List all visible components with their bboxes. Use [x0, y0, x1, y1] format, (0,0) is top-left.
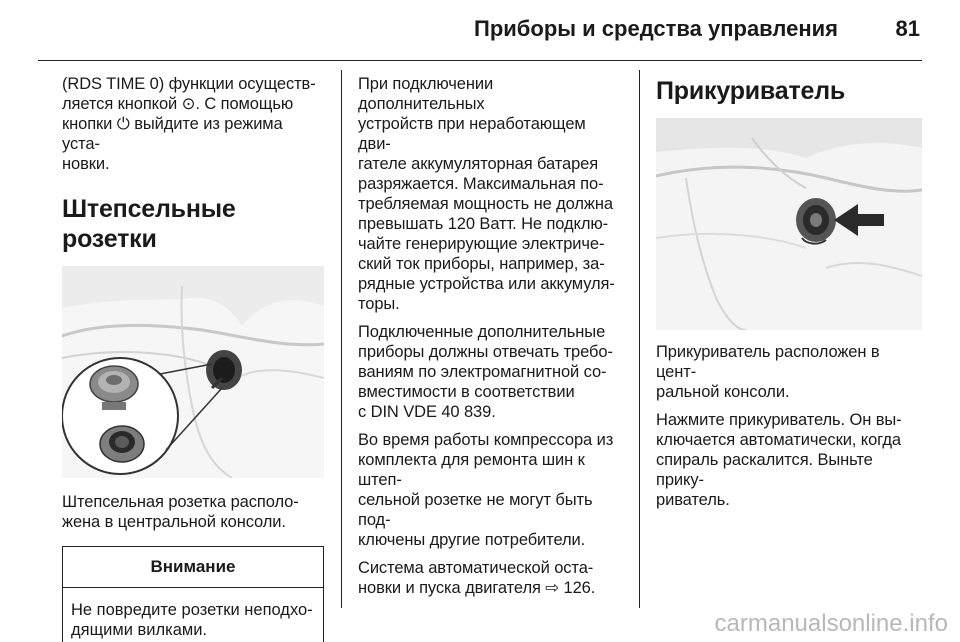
warning-box	[62, 546, 324, 642]
warning-title: Внимание	[63, 547, 323, 588]
cigarette-lighter-illustration	[656, 118, 922, 330]
warning-text: Не повредите розетки неподхо- дящими вилками.	[71, 601, 313, 639]
column-middle	[358, 74, 622, 606]
watermark: carmanualsonline.info	[714, 610, 948, 637]
intro-paragraph: (RDS TIME 0) функции осуществ- ляется кнопкой ⊙. С помощью кнопки ⏻ выйдите из режима уста- новки.	[62, 75, 316, 173]
paragraph-battery: При подключении дополнительных устройств при неработающем дви- гателе аккумуляторная батарея разряжается. Максимальная по- требляемая мощность не должна превышать 120 Ватт. Не подклю- чайте генерирующие электриче- ский ток приборы, например, за- рядные устройства или аккумуля- торы.	[358, 75, 615, 313]
lighter-usage-paragraph: Нажмите прикуриватель. Он вы- ключается автоматически, когда спираль раскалится. Выньте прику- риватель.	[656, 411, 902, 509]
paragraph-stop-start: Система автоматической оста- новки и пуска двигателя ⇨ 126.	[358, 559, 596, 597]
column-divider	[639, 70, 640, 608]
page-number: 81	[895, 16, 920, 41]
section-title-sockets: Штепсельные розетки	[62, 195, 236, 253]
header-divider	[38, 60, 922, 61]
power-socket-illustration	[62, 266, 324, 478]
column-right	[656, 74, 922, 518]
page-reference-link[interactable]: новки и пуска двигателя ⇨ 126.	[358, 579, 596, 597]
column-divider	[341, 70, 342, 608]
paragraph-compressor: Во время работы компрессора из комплекта для ремонта шин к штеп- сельной розетке не могут быть под- ключены другие потребители.	[358, 431, 614, 549]
sockets-caption: Штепсельная розетка располо- жена в центральной консоли.	[62, 493, 299, 531]
section-title-lighter: Прикуриватель	[656, 77, 846, 105]
lighter-location-paragraph: Прикуриватель расположен в цент- ральной консоли.	[656, 343, 880, 401]
paragraph-emc: Подключенные дополнительные приборы должны отвечать требо- ваниям по электромагнитной со- вместимости в соответствии с DIN VDE 40 839.	[358, 323, 613, 421]
column-left	[62, 74, 324, 642]
header-title: Приборы и средства управления	[474, 16, 838, 41]
